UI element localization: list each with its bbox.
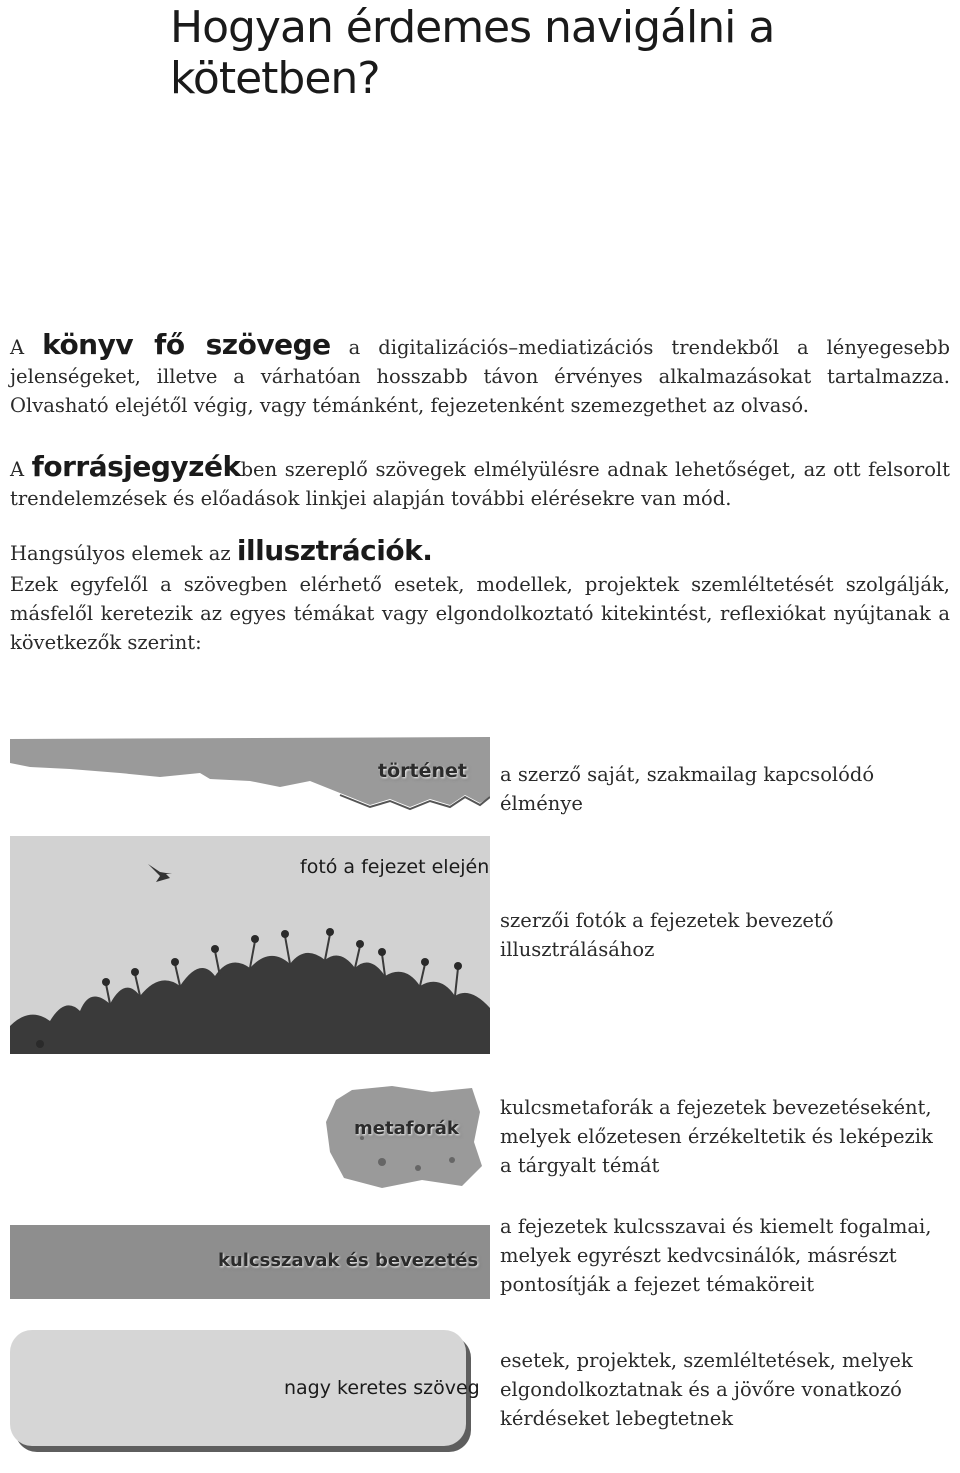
tortenet-description: a szerző saját, szakmailag kapcsolódó élménye <box>500 763 875 815</box>
foto-label: fotó a fejezet elején <box>300 856 490 878</box>
p1-text: a digitalizációs–mediatizációs trendekből a lényegesebb jelenségeket, illetve a várhatóan hosszabb távon érvényes alkalmazásokat tartalmazza. Olvasható elejétől végig, vagy témánként, fejezetenként szemezgethet az olvasó. <box>10 336 950 417</box>
p2-prefix: A <box>10 458 32 481</box>
paragraph-illustrations <box>10 536 950 568</box>
nagy-keretes-label: nagy keretes szöveg <box>284 1377 480 1399</box>
paragraph-illustrations-desc: Ezek egyfelől a szövegben elérhető esetek, modellek, projektek szemléltetését szolgálják, másfelől keretezik az egyes témákat vagy elgondolkoztató kitekintést, reflexiókat nyújtanak a következők szerint: <box>10 573 950 654</box>
foto-description: szerzői fotók a fejezetek bevezető illusztrálásához <box>500 909 834 961</box>
highlight-konyv-fo-szovege: könyv fő szövege <box>42 328 331 361</box>
highlight-illusztraciok: illusztrációk. <box>236 534 433 567</box>
tortenet-label: történet <box>378 760 467 782</box>
metaforak-label: metaforák <box>354 1118 459 1139</box>
kulcsszavak-label: kulcsszavak és bevezetés <box>218 1250 479 1271</box>
nagy-keretes-description: esetek, projektek, szemléltetések, melyek elgondolkoztatnak és a jövőre vonatkozó kérdéseket lebegtetnek <box>500 1349 913 1430</box>
metaforak-description: kulcsmetaforák a fejezetek bevezetéseként, melyek előzetesen érzékeltetik és leképezik a tárgyalt témát <box>500 1096 933 1177</box>
p2-text: ben szereplő szövegek elmélyülésre adnak lehetőséget, az ott felsorolt trendelemzések és előadások linkjei alapján további elérésekre van mód. <box>10 458 951 510</box>
p1-prefix: A <box>10 336 43 359</box>
kulcsszavak-description: a fejezetek kulcsszavai és kiemelt fogalmai, melyek egyrészt kedvcsinálók, másrészt pontosítják a fejezet témaköreit <box>500 1215 932 1296</box>
paragraph-sources <box>10 452 950 513</box>
page-title: Hogyan érdemes navigálni a kötetben? <box>170 2 775 104</box>
highlight-forrasjegyzek: forrásjegyzék <box>31 450 241 483</box>
paragraph-main-text <box>10 330 950 420</box>
p3-prefix: Hangsúlyos elemek az <box>10 542 237 565</box>
